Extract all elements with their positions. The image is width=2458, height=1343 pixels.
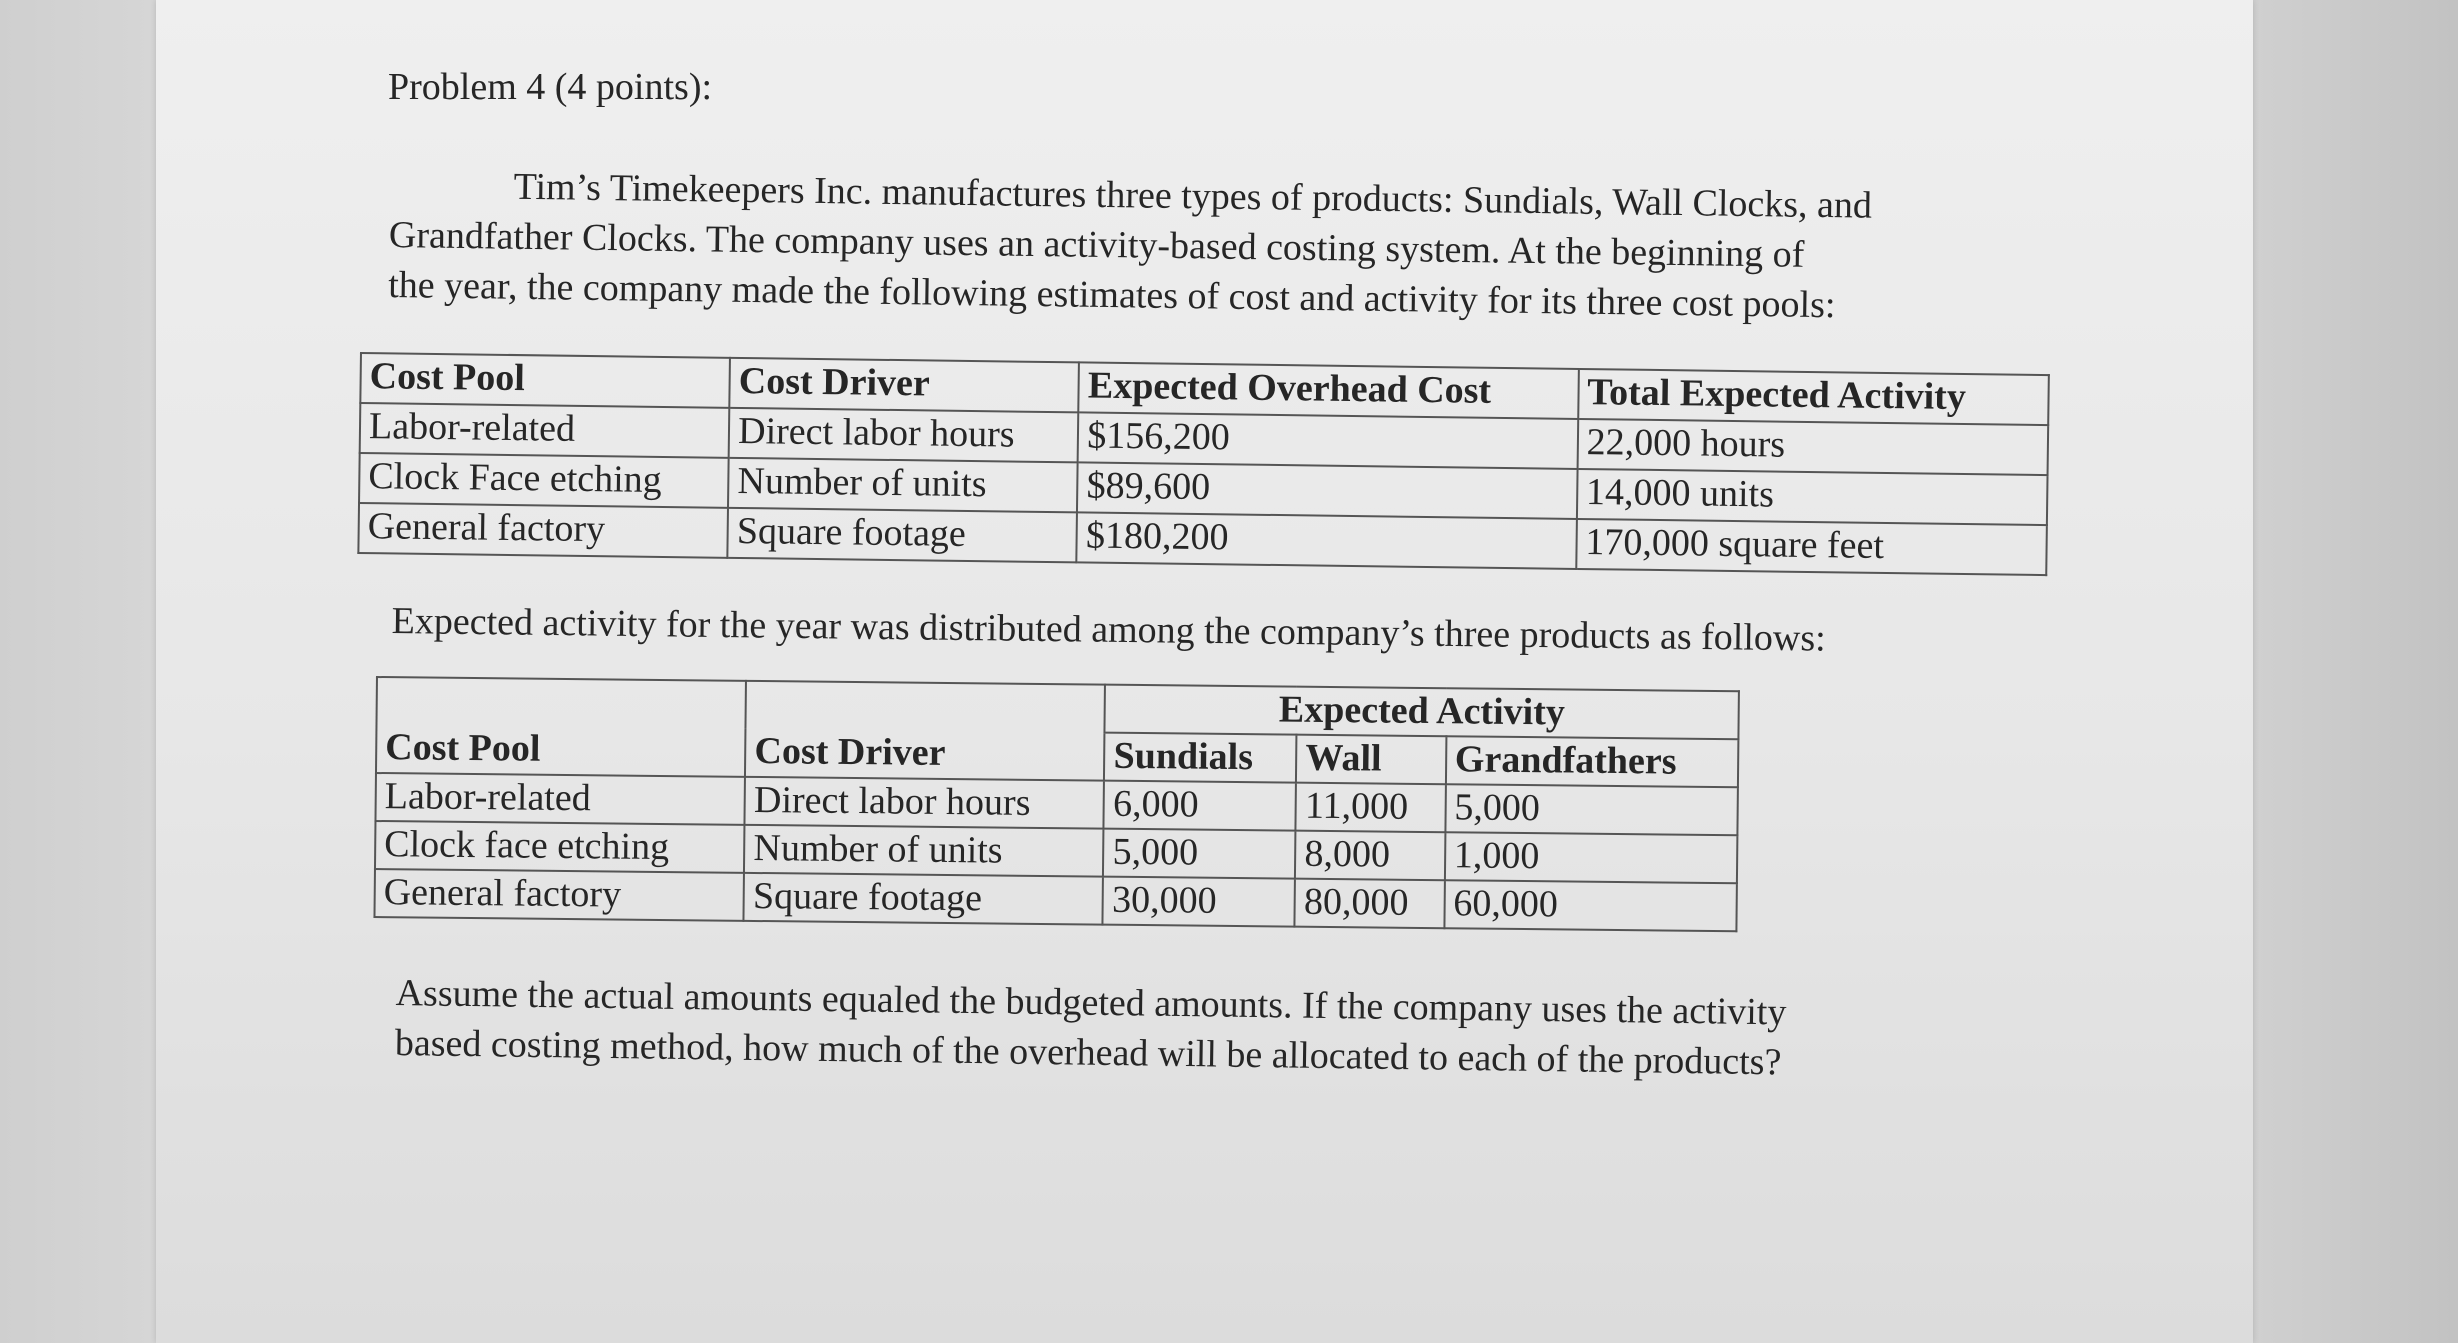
table-cell: 1,000 xyxy=(1445,832,1738,883)
distribution-sentence: Expected activity for the year was distributed among the company’s three products as follows: xyxy=(391,599,1826,660)
table-cell: Direct labor hours xyxy=(745,777,1105,829)
table-cell: 5,000 xyxy=(1445,784,1738,835)
column-header: Cost Pool xyxy=(376,725,746,777)
table-cell: Clock Face etching xyxy=(359,453,729,508)
table-cell: 60,000 xyxy=(1444,880,1737,931)
table-cell: $156,200 xyxy=(1078,412,1578,469)
intro-line: the year, the company made the following estimates of cost and activity for its three cost pools: xyxy=(387,263,1836,327)
table-cell: 30,000 xyxy=(1103,877,1295,927)
column-header: Expected Overhead Cost xyxy=(1079,362,1579,419)
column-header: Cost Driver xyxy=(729,358,1079,413)
column-header: Grandfathers xyxy=(1446,736,1739,787)
table-cell: $180,200 xyxy=(1077,512,1577,569)
problem-intro xyxy=(388,160,1872,331)
blank-header-cell xyxy=(376,677,746,729)
background-right xyxy=(2253,0,2458,1343)
table-cell: 6,000 xyxy=(1104,781,1296,831)
intro-line: Grandfather Clocks. The company uses an activity-based costing system. At the beginning of xyxy=(388,213,1805,276)
table-cell: 170,000 square feet xyxy=(1576,519,2047,575)
table-cell: Square footage xyxy=(744,873,1104,925)
table-cell: Square footage xyxy=(728,508,1078,563)
table-cell: 80,000 xyxy=(1295,879,1445,929)
group-header: Expected Activity xyxy=(1105,685,1739,740)
blank-header-cell xyxy=(746,681,1106,733)
table-cell: Number of units xyxy=(744,825,1104,877)
table-cell: Clock face etching xyxy=(375,821,745,873)
question-line: Assume the actual amounts equaled the budgeted amounts. If the company uses the activity xyxy=(395,971,1787,1034)
table-cell: Labor-related xyxy=(360,403,730,458)
question-line: based costing method, how much of the overhead will be allocated to each of the products? xyxy=(394,1021,1782,1084)
table-cell: 5,000 xyxy=(1103,829,1295,879)
cost-pool-table xyxy=(357,352,2049,576)
column-header: Cost Driver xyxy=(745,729,1105,781)
table-cell: 11,000 xyxy=(1296,783,1446,833)
table-cell: 14,000 units xyxy=(1577,469,2048,525)
background-left xyxy=(0,0,156,1343)
table-cell: 8,000 xyxy=(1295,831,1445,881)
table-cell: General factory xyxy=(374,869,744,921)
question-text xyxy=(395,968,1787,1087)
intro-line: Tim’s Timekeepers Inc. manufactures three types of products: Sundials, Wall Clocks, and xyxy=(513,165,1873,227)
table-cell: Direct labor hours xyxy=(729,408,1079,463)
column-header: Total Expected Activity xyxy=(1578,369,2049,425)
column-header: Wall xyxy=(1296,735,1446,785)
table-cell: Number of units xyxy=(728,458,1078,513)
column-header: Sundials xyxy=(1104,733,1296,783)
column-header: Cost Pool xyxy=(360,353,730,408)
problem-title: Problem 4 (4 points): xyxy=(388,66,713,108)
table-cell: Labor-related xyxy=(375,773,745,825)
expected-activity-table xyxy=(373,676,1739,932)
table-cell: General factory xyxy=(358,503,728,558)
table-cell: 22,000 hours xyxy=(1577,419,2048,475)
table-cell: $89,600 xyxy=(1077,462,1577,519)
